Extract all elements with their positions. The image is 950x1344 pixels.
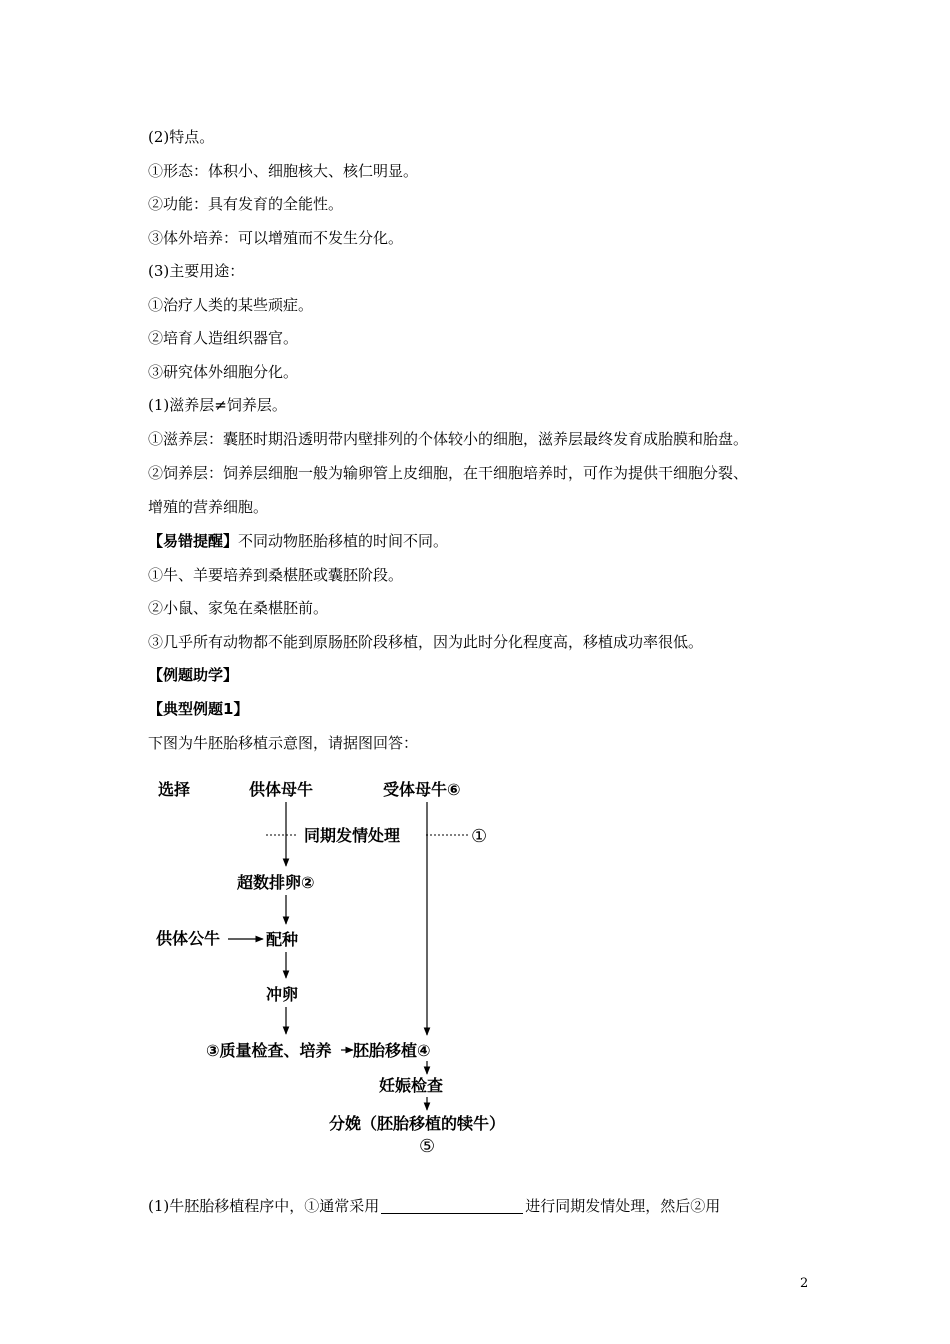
para-function: ②功能：具有发育的全能性。 <box>148 195 344 213</box>
label-mating: 配种 <box>266 930 299 949</box>
tip-line <box>148 531 448 551</box>
label-donor-bull: 供体公牛 <box>156 929 221 948</box>
embryo-transfer-diagram <box>148 768 548 1158</box>
label-birth: 分娩（胚胎移植的犊牛） <box>329 1114 506 1133</box>
para-layer-compare: (1)滋养层≠饲养层。 <box>148 396 287 414</box>
example-intro: 下图为牛胚胎移植示意图，请据图回答： <box>148 734 419 752</box>
label-superovulation: 超数排卵② <box>237 873 315 892</box>
para-trophoblast: ①滋养层：囊胚时期沿透明带内壁排列的个体较小的细胞，滋养层最终发育成胎膜和胎盘。 <box>148 430 749 448</box>
para-use-2: ②培育人造组织器官。 <box>148 329 299 347</box>
question-before: (1)牛胚胎移植程序中，①通常采用 <box>148 1197 380 1215</box>
label-select: 选择 <box>158 780 191 799</box>
para-use-1: ①治疗人类的某些顽症。 <box>148 296 314 314</box>
example-heading: 【典型例题1】 <box>148 700 249 718</box>
label-donor-cow: 供体母牛 <box>249 780 314 799</box>
page-number: 2 <box>800 1276 809 1291</box>
section-heading: 【例题助学】 <box>148 666 239 684</box>
label-pregnancy: 妊娠检查 <box>379 1076 444 1095</box>
question-after: 进行同期发情处理，然后②用 <box>525 1197 721 1215</box>
para-feeder: ②饲养层：饲养层细胞一般为输卵管上皮细胞，在干细胞培养时，可作为提供干细胞分裂、 <box>148 464 749 482</box>
label-transfer: 胚胎移植④ <box>353 1041 431 1060</box>
tip-item-1: ①牛、羊要培养到桑椹胚或囊胚阶段。 <box>148 566 404 584</box>
tip-label: 【易错提醒】 <box>148 532 239 550</box>
answer-blank[interactable] <box>381 1197 523 1214</box>
label-sync: 同期发情处理 <box>304 826 401 845</box>
para-features: (2)特点。 <box>148 128 215 146</box>
label-quality: ③质量检查、培养 <box>206 1041 332 1060</box>
para-morphology: ①形态：体积小、细胞核大、核仁明显。 <box>148 162 419 180</box>
para-feeder-cont: 增殖的营养细胞。 <box>148 498 269 516</box>
label-birth-mark: ⑤ <box>419 1136 436 1157</box>
para-culture: ③体外培养：可以增殖而不发生分化。 <box>148 229 404 247</box>
question-line <box>148 1196 720 1216</box>
tip-item-2: ②小鼠、家兔在桑椹胚前。 <box>148 599 329 617</box>
para-use-3: ③研究体外细胞分化。 <box>148 363 299 381</box>
label-flush: 冲卵 <box>266 985 299 1004</box>
label-sync-mark: ① <box>471 826 488 847</box>
tip-item-3: ③几乎所有动物都不能到原肠胚阶段移植，因为此时分化程度高，移植成功率很低。 <box>148 633 704 651</box>
tip-text: 不同动物胚胎移植的时间不同。 <box>238 532 449 550</box>
para-uses: (3)主要用途： <box>148 262 245 280</box>
label-recipient-cow: 受体母牛⑥ <box>383 780 461 799</box>
